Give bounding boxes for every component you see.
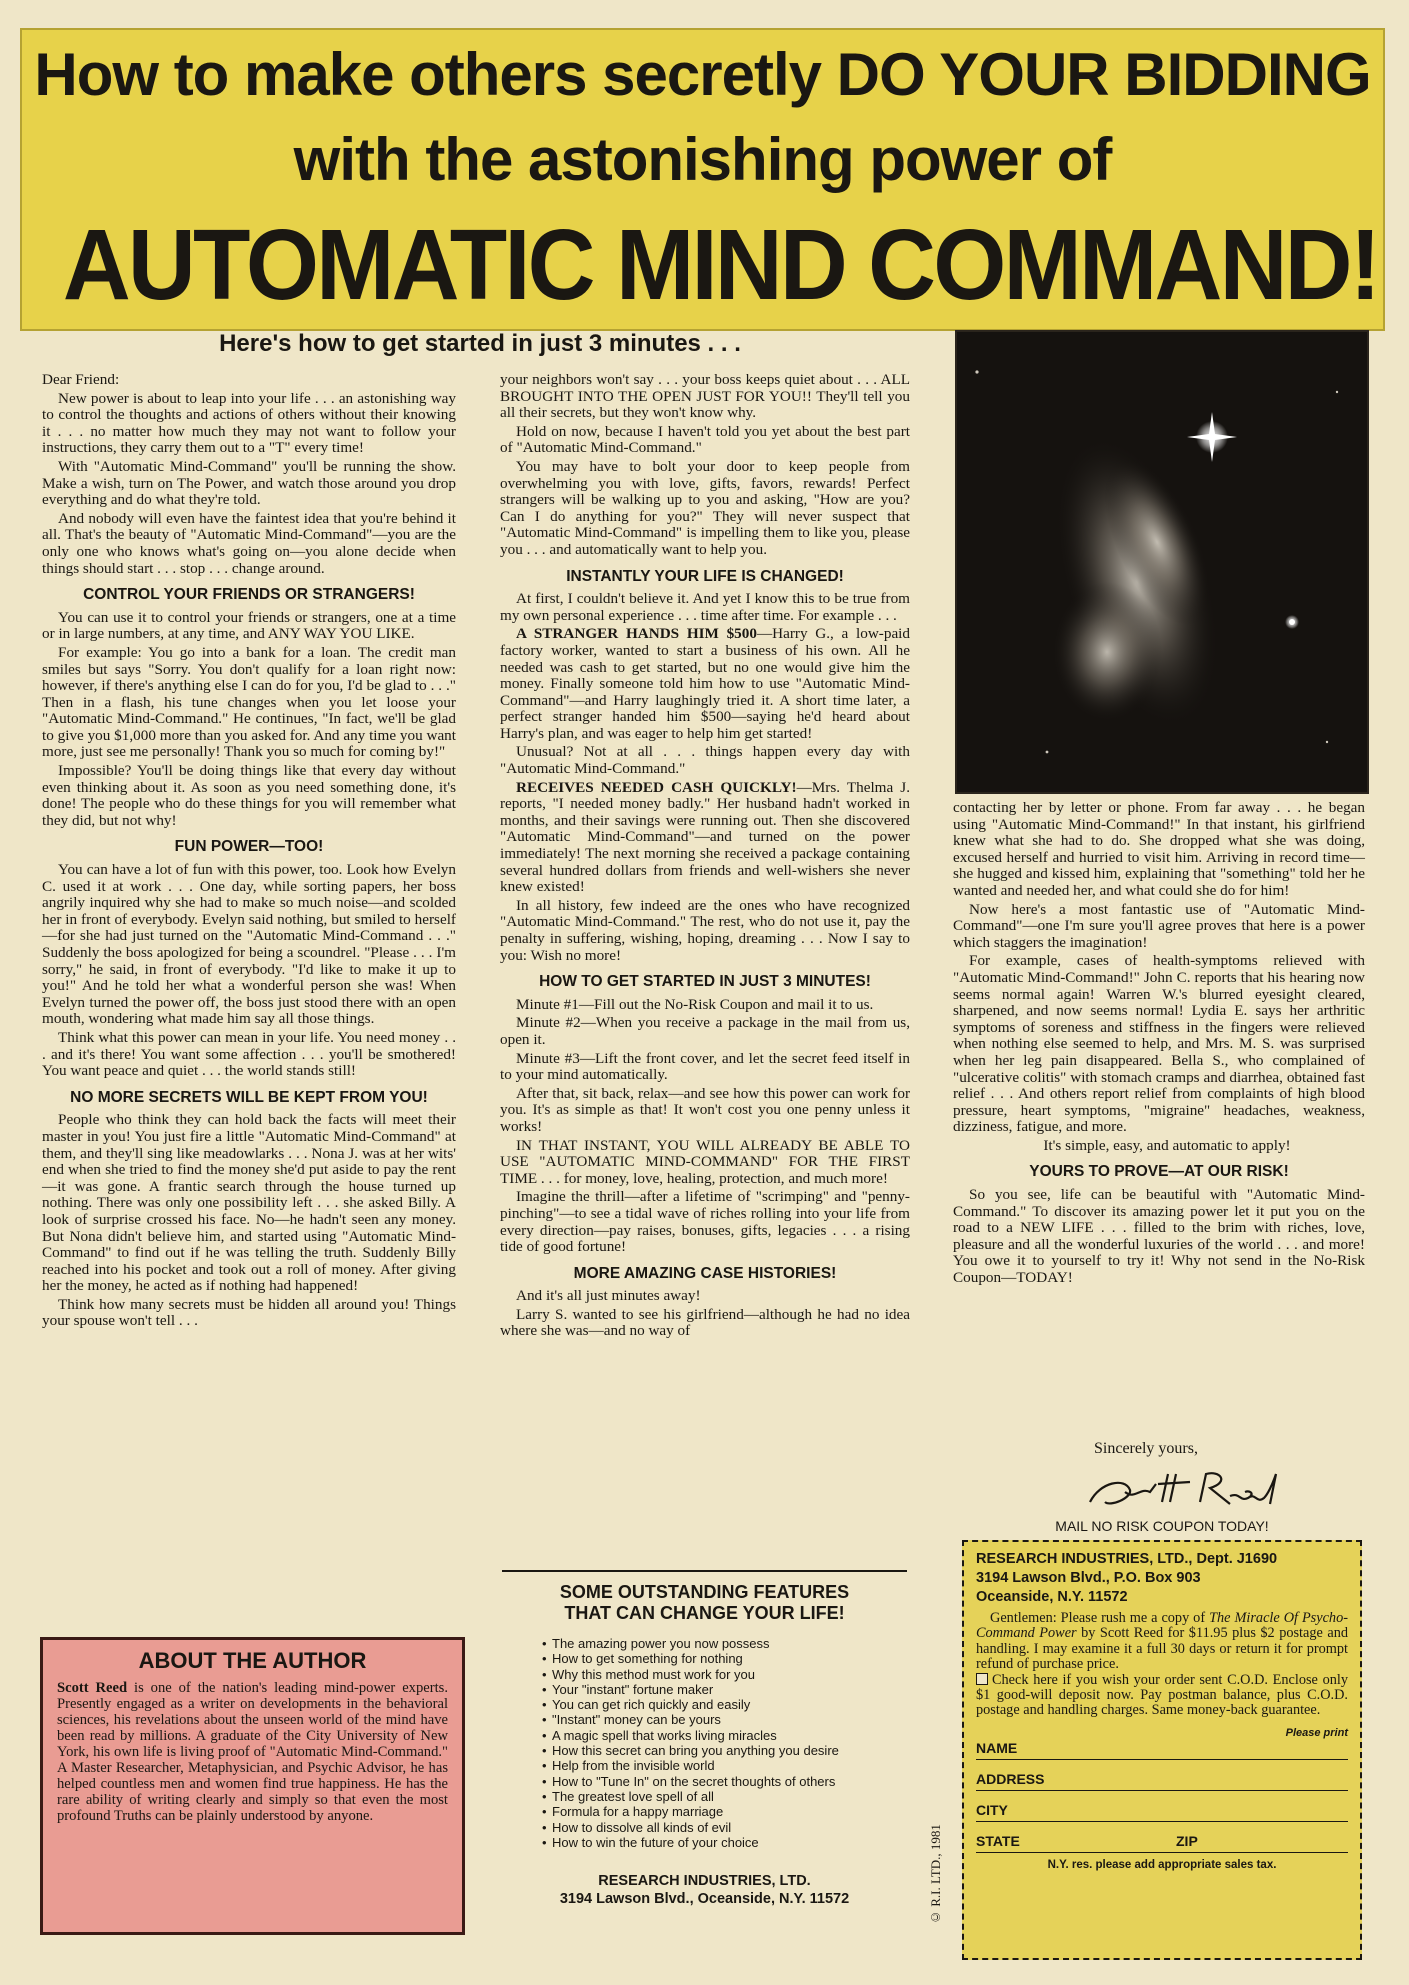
paragraph: For example, cases of health-symptoms relieved with "Automatic Mind-Command!" John C. reports that his hearing now seems normal again! Warren W.'s blurred eyesight cleared, sharpened, and now seems normal! Lydia E. says her arthritic symptoms of soreness and stiffness in the fingers were relieved when nothing else seemed to help, and Mrs. M. S. was surprised when her leg pain disappeared. Bella S., who complained of "ulcerative colitis" with stomach cramps and diarrhea, obtained fast relief . . . And others report relief from complaints of high blood pressure, heart symptoms, "migraine" headaches, weakness, dizziness, fatigue, and more.	[953, 952, 1365, 1136]
features-box	[502, 1570, 907, 1908]
list-item: • The greatest love spell of all	[552, 1789, 907, 1804]
paragraph: contacting her by letter or phone. From far away . . . he began using "Automatic Mind-Command!" In that instant, his girlfriend knew what she had to do. She dropped what she was doing, excused herself and hurried to visit him. Arriving in record time—she hugged and kissed him, explaining that "something" told her he wanted and needed her, and what could she do for him!	[953, 799, 1365, 899]
name-label: NAME	[976, 1739, 1018, 1756]
step-1: Minute #1—Fill out the No-Risk Coupon and mail it to us.	[516, 995, 874, 1013]
features-list	[502, 1636, 907, 1850]
city-label: CITY	[976, 1801, 1008, 1818]
paragraph: At first, I couldn't believe it. And yet I know this to be true from my own personal experience . . . time after time. For example . . .	[500, 590, 910, 624]
state-label: STATE	[976, 1832, 1020, 1849]
author-bio: is one of the nation's leading mind-power experts. Presently engaged as a writer on developments in the behavioral sciences, his revelations about the unseen world of the mind have been read by millions. A graduate of the City University of New York, his own life is living proof of "Automatic Mind-Command."	[57, 1680, 448, 1760]
list-item: • Help from the invisible world	[552, 1758, 907, 1773]
salutation: Dear Friend:	[42, 371, 120, 388]
section-heading: FUN POWER—TOO!	[174, 838, 324, 856]
headline-banner	[20, 28, 1385, 331]
order-text	[976, 1611, 1348, 1673]
cod-option	[976, 1673, 1348, 1719]
paragraph: Now here's a most fantastic use of "Automatic Mind-Command"—one I'm sure you'll agree proves that here is a power which staggers the imagination!	[953, 900, 1365, 951]
list-item: • "Instant" money can be yours	[552, 1712, 907, 1727]
cod-checkbox[interactable]	[976, 1673, 988, 1685]
please-print-note: Please print	[1285, 1726, 1348, 1739]
paragraph: You can have a lot of fun with this power, too. Look how Evelyn C. used it at work . . . One day, while sorting papers, her boss angrily inquired why she had to make so much noise—and scolded her in front of everybody. Evelyn said nothing, but smiled to herself—for she had just turned on the "Automatic Mind-Command . . ." Suddenly the boss apologized for being a scoundrel. "Please . . . I'm sorry," he said, in front of everybody. "I'd like to make it up to you!" And he told her what a wonderful person she was! When Evelyn turned the power off, the boss just stood there with an open mouth, wondering what made him say all those things.	[42, 861, 456, 1028]
paragraph: your neighbors won't say . . . your boss keeps quiet about . . . ALL BROUGHT INTO THE OPEN JUST FOR YOU!! They'll tell you all their secrets, but they won't know why.	[500, 371, 910, 422]
run-in-heading: A STRANGER HANDS HIM $500	[516, 625, 757, 643]
step-3: Minute #3—Lift the front cover, and let the secret feed itself in to your mind automatically.	[500, 1049, 910, 1084]
column-3	[953, 800, 1365, 1289]
list-item: • How to "Tune In" on the secret thoughts of others	[552, 1774, 907, 1789]
zip-label: ZIP	[1176, 1832, 1198, 1849]
coupon-address-line-3: Oceanside, N.Y. 11572	[976, 1589, 1128, 1605]
paragraph: So you see, life can be beautiful with "Automatic Mind-Command." To discover its amazing power let it put you on the road to a NEW LIFE . . . filled to the brim with riches, love, pleasure and all the wonderful luxuries of the world . . . and more! You owe it to yourself to try it! Why not send in the No-Risk Coupon—TODAY!	[953, 1186, 1365, 1287]
coupon-fields	[976, 1726, 1348, 1853]
galaxy-illustration	[957, 332, 1367, 792]
order-text-2: by Scott Reed for $11.95 plus $2 postage and handling. I may examine it a full 30 days or return it for prompt refund of purchase price.	[976, 1625, 1349, 1673]
features-title	[502, 1582, 907, 1624]
order-text-1: Gentlemen: Please rush me a copy of	[990, 1610, 1206, 1626]
section-heading: CONTROL YOUR FRIENDS OR STRANGERS!	[83, 586, 415, 604]
company-address: 3194 Lawson Blvd., Oceanside, N.Y. 11572	[559, 1891, 850, 1908]
step-2: Minute #2—When you receive a package in the mail from us, open it.	[500, 1014, 910, 1048]
features-title-line-2: THAT CAN CHANGE YOUR LIFE!	[564, 1603, 845, 1623]
paragraph: And it's all just minutes away!	[516, 1287, 701, 1305]
list-item: • How this secret can bring you anything you desire	[552, 1743, 907, 1758]
company-footer	[502, 1872, 907, 1908]
copyright-notice: © R.I. LTD., 1981	[928, 1824, 943, 1925]
cod-text: Check here if you wish your order sent C.O.D. Enclose only $1 good-will deposit now. Pay postman balance, plus C.O.D. postage and handling charges. Same money-back guarantee.	[976, 1671, 1348, 1719]
paragraph: In all history, few indeed are the ones who have recognized "Automatic Mind-Command." The rest, who do not use it, pay the penalty in suffering, wishing, hoping, dreaming . . . Now I say to you: Wish no more!	[500, 896, 910, 964]
author-name: Scott Reed	[57, 1680, 128, 1696]
headline-line-2: with the astonishing power of	[293, 126, 1112, 193]
paragraph: Larry S. wanted to see his girlfriend—although he had no idea where she was—and no way of	[500, 1305, 910, 1340]
column-1	[42, 372, 456, 1332]
paragraph-text: —Mrs. Thelma J. reports, "I needed money badly." Her husband hadn't worked in months, and their savings were running out. Then she discovered "Automatic Mind-Command"—and turned on the power immediately! The next morning she received a package containing several hundred dollars from friends and well-wishers she never knew existed!	[500, 778, 911, 896]
paragraph: Impossible? You'll be doing things like that every day without even thinking about it. As soon as you need something done, it's done! The people who do these things for you will remember what they did, but not why!	[42, 762, 456, 829]
paragraph	[500, 780, 910, 896]
name-field[interactable]	[976, 1726, 1348, 1760]
headline-line-3: AUTOMATIC MIND COMMAND!	[62, 209, 1379, 321]
list-item: • Why this method must work for you	[552, 1667, 907, 1682]
address-label: ADDRESS	[976, 1770, 1045, 1787]
state-zip-field[interactable]	[976, 1822, 1348, 1853]
paragraph: You can use it to control your friends or strangers, one at a time or in large numbers, at any time, and ANY WAY YOU LIKE.	[42, 608, 456, 643]
paragraph	[500, 626, 910, 742]
headline-line-1: How to make others secretly DO YOUR BIDDING	[34, 41, 1371, 108]
paragraph-text: —Harry G., a low-paid factory worker, wanted to start a business of his own. All he needed was cash to get started, but no one would give him the money. Finally someone told him how to use "Automatic Mind-Command"—and Harry laughingly tried it. A short time later, a perfect stranger handed him $500—saying he'd heard about Harry's plan, and was eager to help him get started!	[500, 625, 910, 742]
signature-image	[1070, 1462, 1310, 1522]
paragraph: Unusual? Not at all . . . things happen every day with "Automatic Mind-Command."	[500, 743, 910, 778]
section-heading: NO MORE SECRETS WILL BE KEPT FROM YOU!	[70, 1088, 428, 1106]
section-heading: MORE AMAZING CASE HISTORIES!	[573, 1264, 837, 1282]
list-item: • How to win the future of your choice	[552, 1835, 907, 1850]
divider	[502, 1570, 907, 1572]
company-name: RESEARCH INDUSTRIES, LTD.	[598, 1873, 811, 1890]
paragraph: IN THAT INSTANT, YOU WILL ALREADY BE ABLE TO USE "AUTOMATIC MIND-COMMAND" FOR THE FIRST TIME . . . for money, love, healing, protection, and much more!	[500, 1136, 910, 1187]
paragraph: Think what this power can mean in your life. You need money . . . and it's there! You want some affection . . . you'll be smothered! You want peace and quiet . . . the world stands still!	[42, 1028, 456, 1080]
paragraph: You may have to bolt your door to keep people from overwhelming you with love, gifts, favors, rewards! Perfect strangers will be walking up to you and asking, "How are you? Can I do anything for you?" They will never suspect that "Automatic Mind-Command" is impelling them to like you, please you . . . and automatically want to help you.	[500, 457, 910, 558]
author-bio-2: A Master Researcher, Metaphysician, and Psychic Advisor, he has helped countless men and women find true happiness. He has the rare ability of writing clearly and simply so that even the most profound Truths can be plainly understood by anyone.	[57, 1760, 448, 1824]
coupon-text	[976, 1611, 1348, 1719]
list-item: • A magic spell that works living miracles	[552, 1728, 907, 1743]
about-author-box	[40, 1637, 465, 1935]
paragraph: Think how many secrets must be hidden all around you! Things your spouse won't tell . . .	[42, 1295, 456, 1330]
coupon-header: MAIL NO RISK COUPON TODAY!	[1055, 1518, 1269, 1534]
list-item: • Formula for a happy marriage	[552, 1804, 907, 1819]
paragraph: It's simple, easy, and automatic to apply!	[1043, 1136, 1291, 1154]
features-title-line-1: SOME OUTSTANDING FEATURES	[559, 1582, 850, 1602]
section-heading: YOURS TO PROVE—AT OUR RISK!	[1029, 1163, 1289, 1181]
about-author-title: ABOUT THE AUTHOR	[138, 1648, 367, 1673]
list-item: • Your "instant" fortune maker	[552, 1682, 907, 1697]
run-in-heading: RECEIVES NEEDED CASH QUICKLY!	[516, 778, 797, 796]
paragraph: And nobody will even have the faintest idea that you're behind it all. That's the beauty of "Automatic Mind-Command"—you are the only one who knows what's going on—you alone decide when things should start . . . stop . . . change around.	[42, 509, 456, 577]
coupon-address	[976, 1550, 1348, 1607]
column-2	[500, 372, 910, 1342]
section-heading: INSTANTLY YOUR LIFE IS CHANGED!	[566, 567, 844, 585]
list-item: • How to dissolve all kinds of evil	[552, 1820, 907, 1835]
paragraph: After that, sit back, relax—and see how this power can work for you. It's as simple as that! It won't cost you one penny unless it works!	[500, 1084, 910, 1135]
sales-tax-note: N.Y. res. please add appropriate sales tax.	[1047, 1858, 1277, 1871]
city-field[interactable]	[976, 1791, 1348, 1822]
address-field[interactable]	[976, 1760, 1348, 1791]
paragraph: With "Automatic Mind-Command" you'll be running the show. Make a wish, turn on The Power, and watch those around you drop everything and do what they're told.	[42, 457, 456, 509]
paragraph: New power is about to leap into your life . . . an astonishing way to control the thoughts and actions of others without their knowing it . . . no matter how much they may not want to follow your instructions, they carry them out to a "T" every time!	[42, 389, 456, 457]
about-author-text	[57, 1680, 448, 1824]
list-item: • The amazing power you now possess	[552, 1636, 907, 1651]
book-title: The Miracle Of Psycho-Command Power	[976, 1610, 1348, 1642]
paragraph: For example: You go into a bank for a loan. The credit man smiles but says "Sorry. You don't qualify for a loan right now: however, if there's anything else I can do for you, I'd be glad to . . ." Then in a flash, his tune changes when you let loose your "Automatic Mind-Command." He continues, "In fact, we'll be glad to give you $1,000 more than you asked for. And any time you want more, just see me personally! Thank you so much for coming by!"	[42, 643, 456, 761]
galaxy-photo	[955, 330, 1369, 794]
coupon-address-line-1: RESEARCH INDUSTRIES, LTD., Dept. J1690	[976, 1551, 1278, 1567]
closing: Sincerely yours,	[1094, 1440, 1198, 1457]
list-item: • How to get something for nothing	[552, 1651, 907, 1666]
coupon-address-line-2: 3194 Lawson Blvd., P.O. Box 903	[976, 1570, 1201, 1586]
paragraph: Hold on now, because I haven't told you yet about the best part of "Automatic Mind-Command."	[500, 422, 910, 457]
order-coupon	[962, 1540, 1362, 1960]
paragraph: Imagine the thrill—after a lifetime of "scrimping" and "penny-pinching"—to see a tidal wave of riches rolling into your life from every direction—pay raises, bonuses, gifts, legacies . . . a rising tide of good fortune!	[500, 1188, 910, 1256]
list-item: • You can get rich quickly and easily	[552, 1697, 907, 1712]
paragraph: People who think they can hold back the facts will meet their master in you! You just fire a little "Automatic Mind-Command" at them, and they'll sing like meadowlarks . . . Nona J. was at her wits' end when she tried to find the money she'd put aside to pay the rent—it was gone. A frantic search through the house turned up nothing. There was only one possibility left . . . she asked Billy. A look of surprise crossed his face. No—he hadn't seen any money. But Nona didn't believe him, and started using "Automatic Mind-Command" to find out if he was telling the truth. Suddenly Billy reached into his pocket and took out a roll of money. After giving her the money, he acted as if nothing had happened!	[42, 1111, 456, 1295]
subheadline: Here's how to get started in just 3 minutes . . .	[219, 330, 741, 357]
section-heading: HOW TO GET STARTED IN JUST 3 MINUTES!	[539, 973, 871, 991]
